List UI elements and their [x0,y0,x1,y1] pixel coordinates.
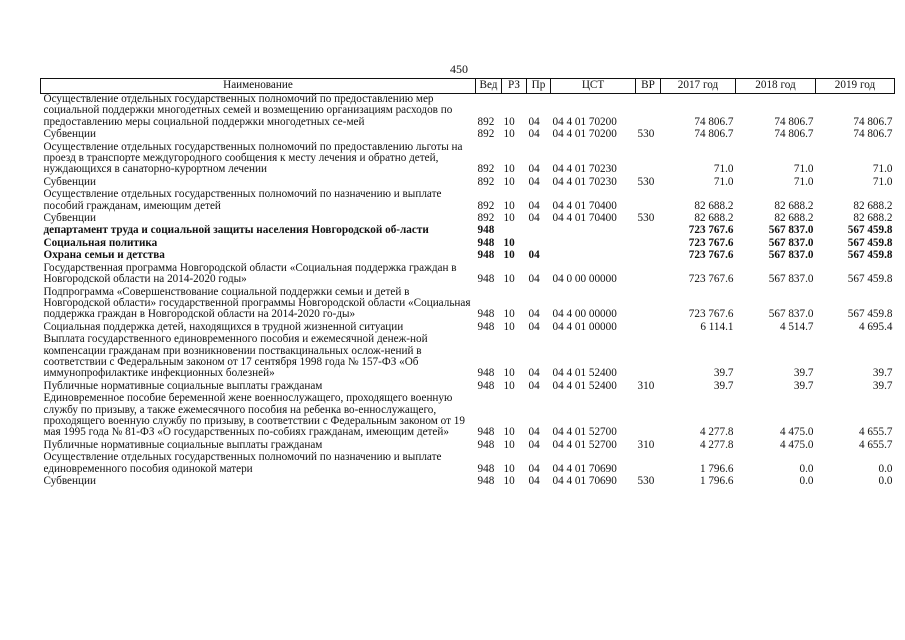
cell-2017: 723 767.6 [688,273,734,286]
cell-vr: 530 [637,212,655,225]
table-row [41,287,895,322]
cell-2018: 0.0 [799,475,814,487]
cell-name: Социальная поддержка детей, находящихся в трудной жизненной ситуации [43,320,404,333]
cell-2018: 0.0 [799,462,814,475]
cell-pr: 04 [528,475,540,487]
cell-rz: 10 [503,367,515,380]
cell-pr: 04 [528,212,540,225]
cell-name: Субвенции [43,475,96,487]
table-row [41,452,895,476]
table-row [41,225,895,237]
cell-vr [636,189,661,213]
cell-cst [551,238,636,250]
cell-2018: 567 837.0 [768,273,814,286]
cell-cst: 04 4 01 70230 [552,163,617,176]
header-pr: Пр [527,79,551,94]
cell-vr [636,334,661,381]
table-row [41,189,895,213]
cell-cst: 04 4 00 00000 [552,308,617,321]
cell-rz: 10 [503,199,515,212]
table-row [41,94,895,130]
cell-2018: 567 837.0 [768,249,814,262]
cell-pr: 04 [528,462,540,475]
cell-cst: 04 4 01 00000 [552,320,617,333]
cell-cst: 04 4 01 70690 [552,462,617,475]
cell-rz: 10 [503,212,515,225]
cell-cst: 04 4 01 52400 [552,367,617,380]
cell-2017: 39.7 [713,379,734,392]
cell-rz: 10 [503,128,515,141]
cell-2019: 0.0 [878,462,893,475]
cell-pr: 04 [528,273,540,286]
cell-2018: 567 837.0 [768,236,814,249]
header-name: Наименование [41,79,476,94]
cell-vr [636,393,661,440]
cell-name: Выплата государственного единовременного пособия и ежемесячной денеж-ной компенсации гражданам при возникновении поствакцинальных ослож-нений в соответствии с Федеральным законом от 17 сентября 1998 года № 157-ФЗ «Об иммунопрофилактике инфекционных болезней» [43,333,428,380]
budget-table [40,78,895,488]
cell-2019: 567 459.8 [847,236,893,249]
header-ved: Вед [476,79,502,94]
header-cst: ЦСТ [551,79,636,94]
table-row [41,250,895,262]
cell-2017: 71.0 [713,163,734,176]
cell-vr [636,263,661,287]
cell-rz: 10 [503,462,515,475]
cell-cst: 04 4 01 52700 [552,438,617,451]
cell-pr: 04 [528,308,540,321]
cell-2019: 0.0 [878,475,893,487]
cell-cst: 04 0 00 00000 [552,273,617,286]
cell-2019: 71.0 [872,175,893,188]
table-body [41,94,895,489]
cell-2017: 1 796.6 [699,475,734,487]
cell-cst: 04 4 01 52400 [552,379,617,392]
cell-name: Субвенции [43,212,96,225]
cell-name: Охрана семьи и детства [43,249,165,262]
cell-pr: 04 [528,249,540,262]
cell-name: Субвенции [43,128,96,141]
cell-2019: 4 695.4 [858,320,893,333]
cell-pr: 04 [528,367,540,380]
cell-2018: 4 475.0 [779,426,814,439]
cell-pr [527,225,551,237]
cell-2019: 74 806.7 [853,115,893,128]
cell-2018: 4 475.0 [779,438,814,451]
cell-2017: 723 767.6 [688,236,734,249]
cell-2017: 74 806.7 [694,115,734,128]
cell-name: Социальная политика [43,236,158,249]
cell-2018: 4 514.7 [779,320,814,333]
cell-rz: 10 [503,175,515,188]
cell-2017: 82 688.2 [694,212,734,225]
cell-ved: 948 [477,249,495,262]
cell-2018: 74 806.7 [774,128,814,141]
cell-vr [636,238,661,250]
cell-2017: 6 114.1 [700,320,734,333]
cell-rz: 10 [503,163,515,176]
cell-2019: 4 655.7 [858,426,893,439]
cell-ved: 948 [477,426,495,439]
cell-rz: 10 [503,475,515,487]
cell-cst: 04 4 01 70690 [552,475,617,487]
cell-2017: 4 277.8 [699,438,734,451]
cell-2019: 74 806.7 [853,128,893,141]
cell-2017: 723 767.6 [688,224,734,237]
cell-vr [636,250,661,262]
table-row [41,393,895,440]
cell-pr: 04 [528,199,540,212]
cell-2019: 71.0 [872,163,893,176]
table-row [41,129,895,141]
header-rz: РЗ [502,79,527,94]
cell-pr: 04 [528,175,540,188]
cell-2017: 71.0 [713,175,734,188]
cell-2017: 723 767.6 [688,308,734,321]
cell-name: Государственная программа Новгородской области «Социальная поддержка граждан в Новгородской области на 2014-2020 годы» [43,261,457,286]
cell-cst: 04 4 01 70200 [552,128,617,141]
page-number: 450 [450,62,468,76]
cell-pr: 04 [528,115,540,128]
cell-2018: 71.0 [793,175,814,188]
cell-2018: 567 837.0 [768,308,814,321]
cell-vr [636,225,661,237]
cell-rz: 10 [503,308,515,321]
cell-2017: 4 277.8 [699,426,734,439]
cell-ved: 948 [477,379,495,392]
cell-cst [551,250,636,262]
cell-2018: 74 806.7 [774,115,814,128]
cell-name: Осуществление отдельных государственных полномочий по назначению и выплате единовременного пособия одинокой матери [43,451,442,475]
cell-2017: 39.7 [713,367,734,380]
cell-ved: 892 [477,199,495,212]
cell-ved: 948 [477,438,495,451]
cell-2019: 82 688.2 [853,199,893,212]
cell-vr [636,322,661,334]
cell-2019: 4 655.7 [858,438,893,451]
cell-vr: 310 [637,379,655,392]
cell-ved: 892 [477,212,495,225]
cell-ved: 892 [477,128,495,141]
cell-2018: 82 688.2 [774,212,814,225]
table-header [41,79,895,94]
cell-name: Публичные нормативные социальные выплаты гражданам [43,438,323,451]
table-row [41,263,895,287]
cell-ved: 948 [477,367,495,380]
cell-ved: 948 [477,224,495,237]
cell-rz: 10 [503,379,515,392]
cell-ved: 948 [477,462,495,475]
header-2018: 2018 год [736,79,816,94]
table-row [41,142,895,177]
cell-2017: 723 767.6 [688,249,734,262]
cell-2019: 567 459.8 [847,249,893,262]
cell-name: Публичные нормативные социальные выплаты гражданам [43,379,323,392]
cell-cst [551,225,636,237]
cell-2019: 82 688.2 [853,212,893,225]
cell-ved: 948 [477,475,495,487]
cell-2018: 71.0 [793,163,814,176]
cell-name: Осуществление отдельных государственных полномочий по предоставлению мер социальной поддержки многодетных семей и возмещению организациям расходов по предоставлению меры социальной поддержки многодетных се-мей [43,93,453,128]
cell-name: Единовременное пособие беременной жене военнослужащего, проходящего военную службу по призыву, а также ежемесячного пособия на ребенка во-еннослужащего, проходящего военную службу по призыву, в соответствии с Федеральным законом от 19 мая 1995 года № 81-ФЗ «О государственных по-собиях гражданам, имеющим детей» [43,392,465,439]
cell-rz: 10 [503,115,515,128]
cell-pr: 04 [528,320,540,333]
cell-ved: 948 [477,236,495,249]
cell-2019: 39.7 [872,379,893,392]
cell-rz: 10 [503,426,515,439]
cell-cst: 04 4 01 70200 [552,115,617,128]
cell-vr [636,142,661,177]
cell-rz: 10 [503,320,515,333]
cell-cst: 04 4 01 70400 [552,212,617,225]
cell-rz: 10 [503,273,515,286]
cell-2019: 567 459.8 [847,224,893,237]
cell-rz: 10 [503,236,515,249]
cell-ved: 892 [477,115,495,128]
cell-2017: 82 688.2 [694,199,734,212]
cell-vr [636,94,661,130]
cell-2019: 567 459.8 [847,308,893,321]
cell-2017: 1 796.6 [699,462,734,475]
cell-name: департамент труда и социальной защиты населения Новгородской об-ласти [43,224,429,237]
cell-name: Осуществление отдельных государственных полномочий по назначению и выплате пособий гражданам, имеющим детей [43,188,442,212]
cell-pr: 04 [528,438,540,451]
cell-vr: 530 [637,175,655,188]
header-2019: 2019 год [816,79,895,94]
cell-pr: 04 [528,379,540,392]
header-2017: 2017 год [661,79,736,94]
cell-ved: 948 [477,308,495,321]
table-row [41,334,895,381]
cell-2017: 74 806.7 [694,128,734,141]
cell-vr [636,287,661,322]
cell-vr: 310 [637,438,655,451]
cell-2018: 39.7 [793,367,814,380]
cell-ved: 948 [477,273,495,286]
table-row [41,476,895,488]
cell-pr: 04 [528,426,540,439]
cell-vr: 530 [637,128,655,141]
cell-ved: 892 [477,163,495,176]
table-row [41,238,895,250]
cell-cst: 04 4 01 70400 [552,199,617,212]
cell-cst: 04 4 01 52700 [552,426,617,439]
cell-name: Подпрограмма «Совершенствование социальной поддержки семьи и детей в Новгородской области» государственной программы Новгородской области «Социальная поддержка граждан в Новгородской области на 2014-2020 го-ды» [43,285,471,321]
cell-2018: 39.7 [793,379,814,392]
cell-rz: 10 [503,438,515,451]
cell-cst: 04 4 01 70230 [552,175,617,188]
cell-pr: 04 [528,128,540,141]
cell-ved: 948 [477,320,495,333]
header-vr: ВР [636,79,661,94]
cell-vr: 530 [637,475,655,487]
cell-vr [636,452,661,476]
cell-rz: 10 [503,249,515,262]
cell-name: Осуществление отдельных государственных полномочий по предоставлению льготы на проезд в транспорте междугородного сообщения к месту лечения и обратно детей, нуждающихся в санаторно-курортном лечении [43,140,463,176]
cell-pr: 04 [528,163,540,176]
cell-2018: 82 688.2 [774,199,814,212]
cell-rz [502,225,527,237]
cell-ved: 892 [477,175,495,188]
cell-2019: 39.7 [872,367,893,380]
cell-2018: 567 837.0 [768,224,814,237]
cell-2019: 567 459.8 [847,273,893,286]
cell-name: Субвенции [43,175,96,188]
